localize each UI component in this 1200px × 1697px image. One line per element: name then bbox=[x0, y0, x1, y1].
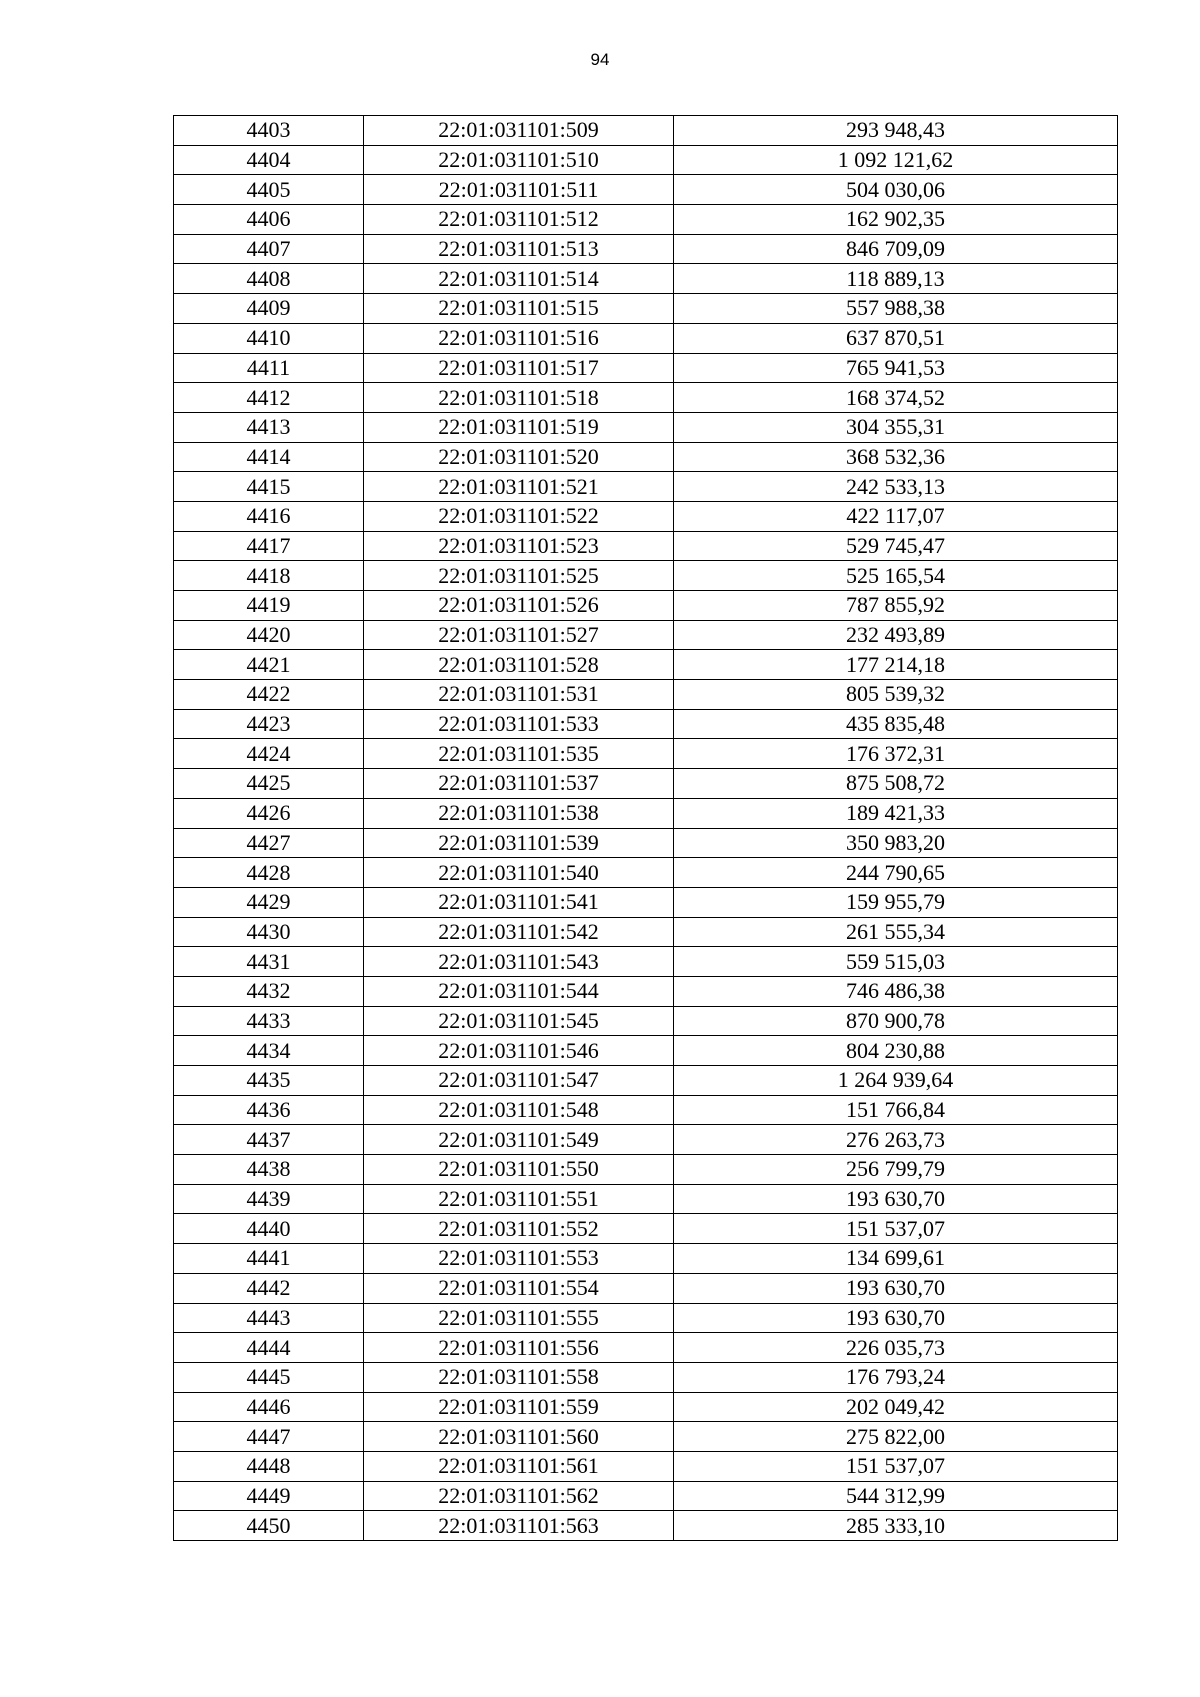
row-number-cell: 4448 bbox=[174, 1451, 364, 1481]
cadastral-number-cell: 22:01:031101:528 bbox=[364, 650, 674, 680]
row-number-cell: 4444 bbox=[174, 1333, 364, 1363]
cadastral-number-cell: 22:01:031101:533 bbox=[364, 709, 674, 739]
table-row bbox=[174, 858, 1118, 888]
value-cell: 242 533,13 bbox=[674, 472, 1118, 502]
table-row bbox=[174, 442, 1118, 472]
table-row bbox=[174, 1392, 1118, 1422]
cadastral-number-cell: 22:01:031101:542 bbox=[364, 917, 674, 947]
table-row bbox=[174, 798, 1118, 828]
cadastral-number-cell: 22:01:031101:511 bbox=[364, 175, 674, 205]
table-row bbox=[174, 205, 1118, 235]
cadastral-number-cell: 22:01:031101:558 bbox=[364, 1362, 674, 1392]
table-row bbox=[174, 1244, 1118, 1274]
cadastral-number-cell: 22:01:031101:509 bbox=[364, 116, 674, 146]
row-number-cell: 4442 bbox=[174, 1273, 364, 1303]
value-cell: 134 699,61 bbox=[674, 1244, 1118, 1274]
cadastral-number-cell: 22:01:031101:538 bbox=[364, 798, 674, 828]
cadastral-number-cell: 22:01:031101:563 bbox=[364, 1511, 674, 1541]
value-cell: 261 555,34 bbox=[674, 917, 1118, 947]
table-row bbox=[174, 264, 1118, 294]
cadastral-number-cell: 22:01:031101:549 bbox=[364, 1125, 674, 1155]
row-number-cell: 4431 bbox=[174, 947, 364, 977]
cadastral-number-cell: 22:01:031101:541 bbox=[364, 887, 674, 917]
row-number-cell: 4424 bbox=[174, 739, 364, 769]
cadastral-number-cell: 22:01:031101:515 bbox=[364, 294, 674, 324]
table-row bbox=[174, 1333, 1118, 1363]
row-number-cell: 4432 bbox=[174, 976, 364, 1006]
table-row bbox=[174, 234, 1118, 264]
value-cell: 1 264 939,64 bbox=[674, 1066, 1118, 1096]
cadastral-number-cell: 22:01:031101:547 bbox=[364, 1066, 674, 1096]
cadastral-number-cell: 22:01:031101:546 bbox=[364, 1036, 674, 1066]
row-number-cell: 4445 bbox=[174, 1362, 364, 1392]
row-number-cell: 4416 bbox=[174, 501, 364, 531]
table-row bbox=[174, 976, 1118, 1006]
value-cell: 244 790,65 bbox=[674, 858, 1118, 888]
value-cell: 846 709,09 bbox=[674, 234, 1118, 264]
cadastral-number-cell: 22:01:031101:523 bbox=[364, 531, 674, 561]
row-number-cell: 4425 bbox=[174, 769, 364, 799]
cadastral-number-cell: 22:01:031101:520 bbox=[364, 442, 674, 472]
cadastral-number-cell: 22:01:031101:537 bbox=[364, 769, 674, 799]
value-cell: 870 900,78 bbox=[674, 1006, 1118, 1036]
row-number-cell: 4443 bbox=[174, 1303, 364, 1333]
table-row bbox=[174, 323, 1118, 353]
row-number-cell: 4419 bbox=[174, 591, 364, 621]
row-number-cell: 4412 bbox=[174, 383, 364, 413]
row-number-cell: 4426 bbox=[174, 798, 364, 828]
table-row bbox=[174, 739, 1118, 769]
table-row bbox=[174, 383, 1118, 413]
row-number-cell: 4440 bbox=[174, 1214, 364, 1244]
value-cell: 746 486,38 bbox=[674, 976, 1118, 1006]
table-row bbox=[174, 887, 1118, 917]
table-row bbox=[174, 620, 1118, 650]
row-number-cell: 4428 bbox=[174, 858, 364, 888]
table-row bbox=[174, 769, 1118, 799]
value-cell: 1 092 121,62 bbox=[674, 145, 1118, 175]
cadastral-number-cell: 22:01:031101:553 bbox=[364, 1244, 674, 1274]
table-row bbox=[174, 501, 1118, 531]
value-cell: 151 537,07 bbox=[674, 1451, 1118, 1481]
table-row bbox=[174, 1422, 1118, 1452]
table-row bbox=[174, 1036, 1118, 1066]
row-number-cell: 4421 bbox=[174, 650, 364, 680]
cadastral-number-cell: 22:01:031101:510 bbox=[364, 145, 674, 175]
table-body bbox=[174, 116, 1118, 1541]
value-cell: 293 948,43 bbox=[674, 116, 1118, 146]
cadastral-number-cell: 22:01:031101:518 bbox=[364, 383, 674, 413]
value-cell: 557 988,38 bbox=[674, 294, 1118, 324]
value-cell: 193 630,70 bbox=[674, 1273, 1118, 1303]
table-row bbox=[174, 145, 1118, 175]
table-row bbox=[174, 1451, 1118, 1481]
table-row bbox=[174, 650, 1118, 680]
row-number-cell: 4437 bbox=[174, 1125, 364, 1155]
row-number-cell: 4436 bbox=[174, 1095, 364, 1125]
value-cell: 202 049,42 bbox=[674, 1392, 1118, 1422]
cadastral-number-cell: 22:01:031101:516 bbox=[364, 323, 674, 353]
cadastral-number-cell: 22:01:031101:555 bbox=[364, 1303, 674, 1333]
table-row bbox=[174, 709, 1118, 739]
cadastral-number-cell: 22:01:031101:539 bbox=[364, 828, 674, 858]
table-row bbox=[174, 412, 1118, 442]
row-number-cell: 4446 bbox=[174, 1392, 364, 1422]
row-number-cell: 4423 bbox=[174, 709, 364, 739]
value-cell: 232 493,89 bbox=[674, 620, 1118, 650]
cadastral-number-cell: 22:01:031101:522 bbox=[364, 501, 674, 531]
row-number-cell: 4433 bbox=[174, 1006, 364, 1036]
cadastral-number-cell: 22:01:031101:545 bbox=[364, 1006, 674, 1036]
value-cell: 350 983,20 bbox=[674, 828, 1118, 858]
table-row bbox=[174, 1511, 1118, 1541]
value-cell: 151 766,84 bbox=[674, 1095, 1118, 1125]
row-number-cell: 4450 bbox=[174, 1511, 364, 1541]
value-cell: 118 889,13 bbox=[674, 264, 1118, 294]
cadastral-number-cell: 22:01:031101:526 bbox=[364, 591, 674, 621]
cadastral-number-cell: 22:01:031101:552 bbox=[364, 1214, 674, 1244]
value-cell: 151 537,07 bbox=[674, 1214, 1118, 1244]
cadastral-number-cell: 22:01:031101:517 bbox=[364, 353, 674, 383]
row-number-cell: 4429 bbox=[174, 887, 364, 917]
value-cell: 193 630,70 bbox=[674, 1303, 1118, 1333]
cadastral-number-cell: 22:01:031101:550 bbox=[364, 1155, 674, 1185]
table-row bbox=[174, 1155, 1118, 1185]
value-cell: 159 955,79 bbox=[674, 887, 1118, 917]
table-row bbox=[174, 917, 1118, 947]
row-number-cell: 4422 bbox=[174, 680, 364, 710]
value-cell: 504 030,06 bbox=[674, 175, 1118, 205]
table-row bbox=[174, 1481, 1118, 1511]
value-cell: 765 941,53 bbox=[674, 353, 1118, 383]
row-number-cell: 4407 bbox=[174, 234, 364, 264]
value-cell: 422 117,07 bbox=[674, 501, 1118, 531]
row-number-cell: 4406 bbox=[174, 205, 364, 235]
cadastral-number-cell: 22:01:031101:544 bbox=[364, 976, 674, 1006]
cadastral-number-cell: 22:01:031101:531 bbox=[364, 680, 674, 710]
value-cell: 176 372,31 bbox=[674, 739, 1118, 769]
row-number-cell: 4447 bbox=[174, 1422, 364, 1452]
data-table bbox=[173, 115, 1118, 1541]
table-row bbox=[174, 1066, 1118, 1096]
row-number-cell: 4427 bbox=[174, 828, 364, 858]
cadastral-number-cell: 22:01:031101:562 bbox=[364, 1481, 674, 1511]
row-number-cell: 4404 bbox=[174, 145, 364, 175]
row-number-cell: 4413 bbox=[174, 412, 364, 442]
row-number-cell: 4417 bbox=[174, 531, 364, 561]
row-number-cell: 4411 bbox=[174, 353, 364, 383]
value-cell: 875 508,72 bbox=[674, 769, 1118, 799]
cadastral-number-cell: 22:01:031101:527 bbox=[364, 620, 674, 650]
table-row bbox=[174, 680, 1118, 710]
cadastral-number-cell: 22:01:031101:551 bbox=[364, 1184, 674, 1214]
row-number-cell: 4418 bbox=[174, 561, 364, 591]
row-number-cell: 4405 bbox=[174, 175, 364, 205]
table-row bbox=[174, 1006, 1118, 1036]
cadastral-number-cell: 22:01:031101:560 bbox=[364, 1422, 674, 1452]
table-row bbox=[174, 353, 1118, 383]
value-cell: 304 355,31 bbox=[674, 412, 1118, 442]
table-row bbox=[174, 947, 1118, 977]
row-number-cell: 4409 bbox=[174, 294, 364, 324]
cadastral-number-cell: 22:01:031101:514 bbox=[364, 264, 674, 294]
table-row bbox=[174, 561, 1118, 591]
value-cell: 177 214,18 bbox=[674, 650, 1118, 680]
table-row bbox=[174, 1125, 1118, 1155]
table-row bbox=[174, 175, 1118, 205]
value-cell: 529 745,47 bbox=[674, 531, 1118, 561]
row-number-cell: 4403 bbox=[174, 116, 364, 146]
value-cell: 544 312,99 bbox=[674, 1481, 1118, 1511]
value-cell: 256 799,79 bbox=[674, 1155, 1118, 1185]
row-number-cell: 4441 bbox=[174, 1244, 364, 1274]
value-cell: 787 855,92 bbox=[674, 591, 1118, 621]
row-number-cell: 4434 bbox=[174, 1036, 364, 1066]
cadastral-number-cell: 22:01:031101:521 bbox=[364, 472, 674, 502]
table-row bbox=[174, 294, 1118, 324]
table-row bbox=[174, 1214, 1118, 1244]
value-cell: 189 421,33 bbox=[674, 798, 1118, 828]
table-row bbox=[174, 1273, 1118, 1303]
value-cell: 804 230,88 bbox=[674, 1036, 1118, 1066]
value-cell: 176 793,24 bbox=[674, 1362, 1118, 1392]
cadastral-number-cell: 22:01:031101:556 bbox=[364, 1333, 674, 1363]
cadastral-number-cell: 22:01:031101:540 bbox=[364, 858, 674, 888]
table-row bbox=[174, 1303, 1118, 1333]
page-number: 94 bbox=[590, 50, 610, 69]
cadastral-number-cell: 22:01:031101:561 bbox=[364, 1451, 674, 1481]
cadastral-number-cell: 22:01:031101:543 bbox=[364, 947, 674, 977]
table-row bbox=[174, 116, 1118, 146]
row-number-cell: 4420 bbox=[174, 620, 364, 650]
table-row bbox=[174, 1184, 1118, 1214]
row-number-cell: 4410 bbox=[174, 323, 364, 353]
value-cell: 168 374,52 bbox=[674, 383, 1118, 413]
value-cell: 559 515,03 bbox=[674, 947, 1118, 977]
row-number-cell: 4414 bbox=[174, 442, 364, 472]
table-row bbox=[174, 1362, 1118, 1392]
cadastral-number-cell: 22:01:031101:525 bbox=[364, 561, 674, 591]
cadastral-number-cell: 22:01:031101:554 bbox=[364, 1273, 674, 1303]
cadastral-number-cell: 22:01:031101:559 bbox=[364, 1392, 674, 1422]
table-row bbox=[174, 591, 1118, 621]
row-number-cell: 4449 bbox=[174, 1481, 364, 1511]
table-row bbox=[174, 1095, 1118, 1125]
cadastral-number-cell: 22:01:031101:548 bbox=[364, 1095, 674, 1125]
cadastral-number-cell: 22:01:031101:513 bbox=[364, 234, 674, 264]
value-cell: 276 263,73 bbox=[674, 1125, 1118, 1155]
cadastral-number-cell: 22:01:031101:519 bbox=[364, 412, 674, 442]
value-cell: 275 822,00 bbox=[674, 1422, 1118, 1452]
row-number-cell: 4408 bbox=[174, 264, 364, 294]
value-cell: 226 035,73 bbox=[674, 1333, 1118, 1363]
value-cell: 525 165,54 bbox=[674, 561, 1118, 591]
row-number-cell: 4415 bbox=[174, 472, 364, 502]
value-cell: 805 539,32 bbox=[674, 680, 1118, 710]
value-cell: 193 630,70 bbox=[674, 1184, 1118, 1214]
table-row bbox=[174, 531, 1118, 561]
cadastral-number-cell: 22:01:031101:535 bbox=[364, 739, 674, 769]
value-cell: 285 333,10 bbox=[674, 1511, 1118, 1541]
value-cell: 162 902,35 bbox=[674, 205, 1118, 235]
value-cell: 368 532,36 bbox=[674, 442, 1118, 472]
table-row bbox=[174, 472, 1118, 502]
value-cell: 435 835,48 bbox=[674, 709, 1118, 739]
cadastral-number-cell: 22:01:031101:512 bbox=[364, 205, 674, 235]
value-cell: 637 870,51 bbox=[674, 323, 1118, 353]
row-number-cell: 4438 bbox=[174, 1155, 364, 1185]
row-number-cell: 4430 bbox=[174, 917, 364, 947]
row-number-cell: 4439 bbox=[174, 1184, 364, 1214]
row-number-cell: 4435 bbox=[174, 1066, 364, 1096]
table-row bbox=[174, 828, 1118, 858]
